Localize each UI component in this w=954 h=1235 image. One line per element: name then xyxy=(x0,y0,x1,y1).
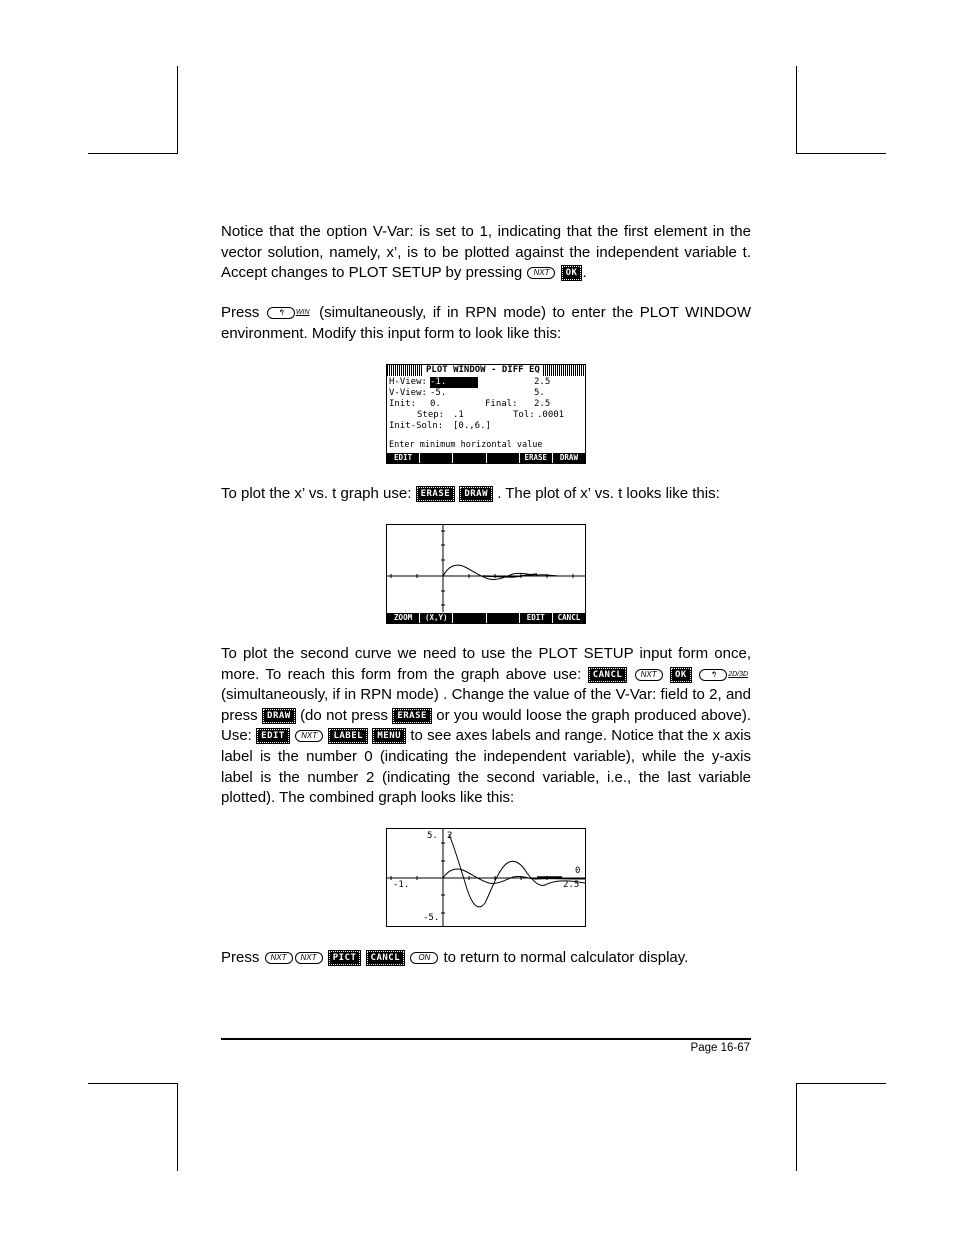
ok-softkey: OK xyxy=(562,266,582,280)
softkey-blank xyxy=(487,453,519,463)
paragraph-vvar: Notice that the option V-Var: is set to 1, indicating that the first element in the vector solution, namely, x’, is to be plotted against the independent variable t. Accept changes to PLOT SETUP by pressing NXT OK . xyxy=(221,223,751,282)
plot-window-screen xyxy=(386,364,586,464)
cancl-softkey: CANCL xyxy=(589,668,627,682)
tol-field: .0001 xyxy=(537,410,565,420)
para-text: to return to normal calculator display. xyxy=(443,949,689,966)
y-axis-name: 2 xyxy=(447,831,453,841)
para-text: (do not press xyxy=(300,706,388,724)
softkey-cancl: CANCL xyxy=(553,613,585,623)
hview-min-field: -1. xyxy=(430,377,478,388)
twod3d-label: 2D/3D xyxy=(728,670,749,678)
softkey-menu xyxy=(387,453,585,463)
screen-title: PLOT WINDOW - DIFF EQ xyxy=(423,365,543,376)
erase-softkey: ERASE xyxy=(417,487,455,501)
ok-softkey: OK xyxy=(671,668,691,682)
para-text: . The plot of x’ vs. t looks like this: xyxy=(497,485,720,502)
menu-softkey: MENU xyxy=(373,729,405,743)
left-shift-key: ↰ xyxy=(267,307,295,319)
x-max-label: 2.5 xyxy=(563,880,580,890)
y-min-label: -5. xyxy=(423,913,440,923)
page-number: Page 16-67 xyxy=(690,1042,750,1054)
x-min-label: -1. xyxy=(393,880,410,890)
para-text: (simultaneously, if in RPN mode) to enter the PLOT WINDOW environment. Modify this input form to look like this: xyxy=(221,304,751,342)
softkey-edit: EDIT xyxy=(520,613,552,623)
y-max-label: 5. xyxy=(427,831,438,841)
init-field: 0. xyxy=(430,399,441,409)
edit-softkey: EDIT xyxy=(257,729,289,743)
combined-graph xyxy=(387,829,585,926)
initsoln-label: Init-Soln: xyxy=(389,421,444,431)
para-text: To plot the x’ vs. t graph use: xyxy=(221,485,412,502)
crop-mark xyxy=(177,1083,178,1171)
softkey-draw: DRAW xyxy=(553,453,585,463)
nxt-key: NXT xyxy=(265,952,293,964)
draw-softkey: DRAW xyxy=(460,487,492,501)
hview-label: H-View: xyxy=(389,377,427,387)
draw-softkey: DRAW xyxy=(263,709,295,723)
softkey-erase: ERASE xyxy=(520,453,552,463)
vview-max-field: 5. xyxy=(534,388,545,398)
para-text: Press xyxy=(221,304,260,321)
nxt-key: NXT xyxy=(635,669,663,681)
paragraph-return xyxy=(221,948,751,969)
softkey-zoom: ZOOM xyxy=(387,613,419,623)
softkey-blank xyxy=(453,613,485,623)
para-text: Notice that the option V-Var: is set to 1, indicating that the first element in the vector solution, namely, x’, is to be plotted against the independent variable t. Accept changes to PLOT SETUP by pressing xyxy=(221,223,751,282)
para-text: to see axes labels and range. Notice that the x axis label is the number 0 (indicating the independent variable), while the y-axis label is the number 2 (indicating the second variable, i.e., the last variable plotted). The combined graph looks like this: xyxy=(221,727,752,807)
footer-rule xyxy=(221,1038,751,1040)
step-label: Step: xyxy=(417,410,445,420)
tol-label: Tol: xyxy=(513,410,535,420)
crop-mark xyxy=(796,1083,797,1171)
init-label: Init: xyxy=(389,399,417,409)
label-softkey: LABEL xyxy=(329,729,367,743)
vview-min-field: -5. xyxy=(430,388,447,398)
hview-max-field: 2.5 xyxy=(534,377,551,387)
softkey-edit: EDIT xyxy=(387,453,419,463)
crop-mark xyxy=(88,153,177,154)
left-shift-key: ↰ xyxy=(699,669,727,681)
paragraph-second-curve xyxy=(221,644,751,809)
softkey-blank xyxy=(420,453,452,463)
para-text: To plot the second curve we need to use the PLOT SETUP input form once, more. To reach this form from the graph above use: xyxy=(221,645,751,683)
softkey-blank xyxy=(487,613,519,623)
paragraph-plot-xprime xyxy=(221,484,751,505)
crop-mark xyxy=(796,66,797,154)
initsoln-field: [0.,6.] xyxy=(453,421,491,431)
softkey-xy: (X,Y) xyxy=(420,613,452,623)
final-field: 2.5 xyxy=(534,399,551,409)
crop-mark xyxy=(88,1083,177,1084)
cancl-softkey: CANCL xyxy=(367,951,405,965)
plot-xprime-graph xyxy=(387,525,585,623)
on-key: ON xyxy=(410,952,438,964)
step-field: .1 xyxy=(453,410,464,420)
nxt-key: NXT xyxy=(295,952,323,964)
win-label: WIN xyxy=(295,309,310,316)
softkey-menu xyxy=(387,613,585,623)
para-text: (simultaneously, if in RPN mode) . Change the value of the V-Var: field to 2, and press xyxy=(221,686,751,724)
para-text: or you would loose the graph produced above). Use: xyxy=(221,706,752,745)
crop-mark xyxy=(797,1083,886,1084)
erase-softkey: ERASE xyxy=(393,709,431,723)
crop-mark xyxy=(177,66,178,154)
final-label: Final: xyxy=(485,399,518,409)
combined-graph-screen xyxy=(386,828,586,927)
vview-label: V-View: xyxy=(389,388,427,398)
paragraph-plot-window xyxy=(221,303,751,344)
nxt-key: NXT xyxy=(295,730,323,742)
nxt-key: NXT xyxy=(527,267,555,279)
plot-xprime-screen xyxy=(386,524,586,624)
pict-softkey: PICT xyxy=(329,951,361,965)
crop-mark xyxy=(797,153,886,154)
prompt-text: Enter minimum horizontal value xyxy=(389,440,543,450)
para-text: Press xyxy=(221,949,260,966)
x-axis-name: 0 xyxy=(575,866,581,876)
softkey-blank xyxy=(453,453,485,463)
